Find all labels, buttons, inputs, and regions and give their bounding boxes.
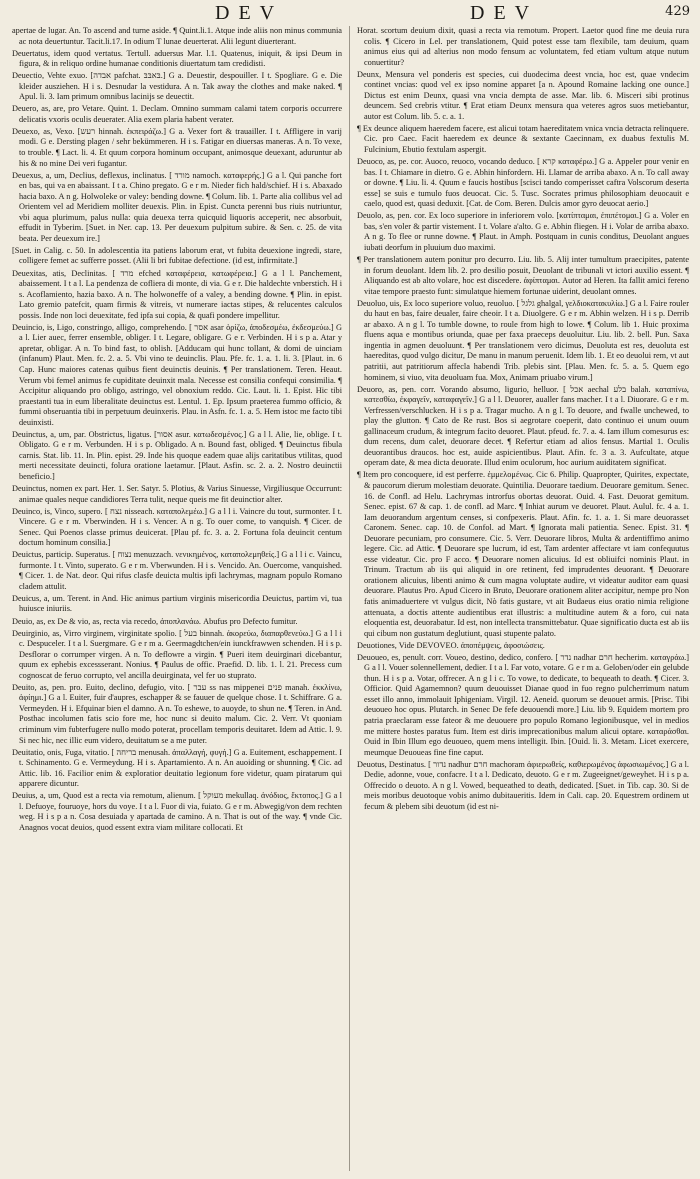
dictionary-entry: ¶ Item pro concoquere, id est perferre. ἐμμελομένως. Cic 6. Philip. Quapropter, Quirites, expectate, & paucorum dierum molestiam deuorate. Quintilia. Deuorare taedium. Deuorare gemitum. Senec. 16. de Confl. ad Helu. Lachrymas introrfus obortas deuorat. Ouid. 4. Fast. Deuorat gemitum. Senec. epist. 67 & cap. 1. de confl. ad Marc. ¶ Inhiat aurum ve deuoret. Plaut. Aulul. fc. 4 a. 1. Iam deuorandum argentum censes, si confpexeris. Plaut. Afin. fc. 1. a. 1. Si mare deuorasset Caronem. Senec. cap. 10. de Confol. ad Mart. ¶ Ignorata mali patientia. Senec. Epist. 31. ¶ Deuorare pecuniam, pro consumere. Cic. 5. Verr. Deuorare libros, Multa & ardentiffimo animo legere. Cic. ad Attic. ¶ Deuorare spe lucrum, id est, Tam ardenter affectare vt iam confequutus esse videatur. Cic. pro F acco. ¶ Deuorare nomen alicuius. Id est obliuifci nominis Plaut. in Trinum. Tractum ab iis qui aliquid in ore retinent, fed imprudentes deuorant. ¶ Deuorare orationem alicuius, libenti animo & cum magna voluptate audire, vt videatur auditor eam quasi deuorare. Plautus Pro. Apud Cicero in Bruto, Deuorare orationem aliter accipitur, nempe pro Non fatis animaduertere vt vulgus dicit, Nò fatis gustare, vt ait Budaeus eius oratio nimia religione attenuata, a doctis attente audientibus erat illustris: a multitudine autem & a foro, cui nata eloquentia est, deuorabatur. Id est, non intellecta transmittebatur. Quae significatio ducta est ab iis qui cibum non gustatum deglutiunt, quasi stupente palato. [357,470,689,638]
dictionary-entry: Deuoco, as, pe. cor. Auoco, reuoco, vocando deduco. [ קרא καταφέρω.] G a. Appeler pour venir en bas. I t. Chiamare in dietro. G e. Abhin hinfordern. Hi. Llamar de arriba abaxo. A n. To call away or downe. ¶ Liu. li. 4. Quum e faucis hostibus [scisci tando comperisset caftra Volscorum deserta esse] se suis e tumulo fuos deuocat. Cic. 5. Tusc. Socrates primus philosophiam deuocauit e caelo, quod est, quasi deduxit. [Cat. de Com. Beren. Dulcis amor gyro deuocat aerio.] [357,157,689,209]
column-divider [349,26,350,1171]
dictionary-entry: Deuinctus, a, um, par. Obstrictus, ligatus. [אסור asur. κατωδεσμένος.] G a l l. Alie, lie, oblige. I t. Obligato. G e r m. Verbunden. H i s p. Obligado. A n. Bound fast, obliged. ¶ Deuinctus fibula carnis. Stat. lib. 11. In. Plin. epist. 29. Inde his quoque eadem quae alijs caritatibus vtilitas, quod merti necessitate deuincti, folura oratione laetamur. [Plaut. Asfin. sc. 2. a. 2. Nostro deuinctii beneficio.] [12,429,342,481]
dictionary-entry: Deuincio, is, Ligo, constringo, alligo, comprehendo. [ אסר asar ὁρίζω, ἀποδεσμέω, ἐκδεσμεύω.] G a l. Lier auec, ferrer ensemble, obliger. I t. Legare, obligare. G e r. Verbinden. H i s p a. Atar y apretar, obligar. A n. To bind fast, to oblish. [Adducam qui hunc tollant, & domi de uinciam (infanum) Plaut. Men. fc. 2. a. 5. Vbi vino te deuinclis. Plau. Pfe. fc. 1. a. 1. li. 3. [Plaut. in. 6 Cap. Hunc maiores catenas quibus fient deuinctis deuinis. ¶ Per translationem. Teren. Heaut. Verum vbi femel animus fe cupiditate deuinxit mala. Necesse est consilia confequi consimilia. ¶ Accipitur aliquando pro obligo, astringo, vel obnoxium reddo. Cic. Laut. li. 1. Epist. Hic tibi praestanti tua in eum liberalitate deuinctus est. Lentul. 1. Ep. Ipsum praeterea fummo officio, & fummi obseruantia tibi in perpetuum deuinxeris. Plau. in Asfn. fc. 1. a. 5. Hem istoc me facto tibi deuinxisti. [12,322,342,427]
dictionary-entry: [Suet. in Calig. c. 50. In adolescentia ita patiens laborum erat, vt fubita deuexione ingredi, stare, colligere femet ac sufferre posset. (Alii li bri fubitae defectione. (id est, infirmitate.] [12,245,342,266]
dictionary-entry: apertae de lugar. An. To ascend and turne aside. ¶ Quint.li.1. Atque inde aliis non minus communia ac nota deuertuntur. Tacit.li.17. In odium T lunae deuerterat. Alii legunt diuerterant. [12,26,342,46]
dictionary-entry: Deuius, a, um, Quod est a recta via remotum, alienum. [ מעוקל mekullaq. ἀνόδιος, ἔκτοπος.] G a l l. Defuoye, fouruoye, hors du voye. I t a l. Fuor di via, fuiato. G e r m. Abwegig/von dem rechten weg. H i s p a n. Cosa desuiada y apartada de camino. A n. That is out of the way. ¶ vnde Cic. Anagnos vocat deuios, quod essent extra viam militare collocati. Et [12,791,342,832]
dictionary-entry: ¶ Ex deunce aliquem haeredem facere, est alicui totam haereditatem vnica vncia detracta relinquere. Cic. pro Caec. Facit haeredem ex deunce & sextante Caecinnam, ex duabus fextulis M. Fulcinium, Ebutio fextulam aspergit. [357,123,689,155]
dictionary-entry: Deuoro, as, pen. corr. Vorando absumo, ligurio, helluor. [ אכל aechal בלע balah. καταπίνω, κατεσθίω, ἐκφαγεῖν, καταφαγεῖν.] G a l l. Deuorer, aualler fans macher. I t a l. Diuorare. G e r m. Verfressen/verschlucken. H i s p a. Tragar mucho. A n g l. To deuore, and fwalle unchewed, to play the glutton. ¶ Cato de Re rust. Bos si aegrotare coeperit, dato continuo ei unum ouum gallinaceum crudum, & integrum facito deuoret. Plaut. pfeud. fc. 7. a. 4. Iam illum comesurus es: dum recens, dum calet, deuorare decet. ¶ Refertur etiam ad alios fensus. Martial 1. Oculis deuorantibus draucos. hoc est, auide aspicientibus. Plaut. Afin. fc. 3 a. 3. Aufcultate, atque operam date, & mea dicta deuorate. Illud enim oculorum, hoc aurium auiditatem significat. [357,384,689,468]
dictionary-entry: Deuio, as, ex De & vio, as, recta via recedo, ἀποπλανάω. Abufus pro Defecto fumitur. [12,616,298,626]
dictionary-entry: Deuinco, is, Vinco, supero. [ נצח nisseach. καταπολεμέω.] G a l l i. Vaincre du tout, surmonter. I t. Vincere. G e r m. Vberwinden. H i s. Vencer. A n g. To ouer come, to vanquish. ¶ Cicer. de Senec. Qui Poenos classe primus deuicerat. [Plau pf. fc. 3. a. 2. Fortuna fola deuincit centum doctum hominum consilia.] [12,506,342,548]
dictionary-entry: Deuito, as, pen. pro. Euito, declino, defugio, vito. [ עבר ss nas mippenei פנים manah. ἐκκλίνω, ἀφίημι.] G a l. Euiter, fuir d'aupres, eschapper & se fauuer de quelque chose. I t. Schiffrare. G a. Vermeyden. H i. Efquinar bien el damno. A n. To eshewe, to auoyde, to shun ne. ¶ Teren. in And. Posthac incolumen fatis scio fore me, hoc nunc si deuito malum. Cic. 2. Verr. Vt quoniam criminum vim fubterfugere nullo modo poterat, procellam temporis deuitaret. Idem ad Attic. l. 9. Si nec hic, nec illic eum videro, deuitatum se a me puter. [12,682,342,745]
page-header [0,0,700,26]
dictionary-entry: Deuoluo, uis, Ex loco superiore voluo, reuoluo. [ גלגל ghalgal, γελδιοκατακυλίω.] G a l. Faire rouler du haut en bas, faire deualer, faire cheoir. I t a. Diuolgere. G e r m. Abhin welzen. H i s p. Derrib ar abaxo. A n g l. To tumble downe, to roule from high to lowe. ¶ Colum. lib 1. Huic proxima fluens aqua e montibus oriunda, quae per faxa praeceps deuoluitur. Liu. lib. 2. bell. Pun. Saxa ingentia in agmen deuoluunt. ¶ Per translationem vero dicimus, Deuoluta est res, deuoluta est haereditas, quod vulgo dicitur, De manu in manum peruenit. Idem lib. 1. Et eo deuolui rem, vt aut patritii, aut patritiorum affecla habendi Trib. plebis sint. [Plau. Men. fc. 5. a. 5. Quem ego hominem, si viuo, vita deuoluam fua. Mox, Animam priuabo virum.] [357,298,689,382]
dictionary-entry: Deuero, as, are, pro Vetare. Quint. 1. Declam. Omnino summam calami tatem corporis occurrere delicatis vxoris oculis deuerater. Alia exem plaria habent verater. [12,104,342,124]
dictionary-entry: Horat. scortum deuium dixit, quasi a recta via remotum. Propert. Laetor quod fine me deuia rura colis. ¶ Cicero in Lel. per translationem, Quid potest esse tam flexibile, tam deuium, quam animus eius qui ad alterius non modo fensum ac voluntatem, fed etiam vultum atque nutum conuertitur? [357,26,689,67]
dictionary-entry: ¶ Per translationem autem ponitur pro decurro. Liu. lib. 5. Alij inter tumultum praecipites, patente in forum deuolant. Idem lib. 2. pro desilio posuit, Deuolant de tribunali vt ictori auxilio essent. ¶ Aliquando est ab alto volare, hoc est discedere. ἀφίπταμαι. Autor ad Heren. Ita fallit amici fereno vitae tempore praesto funt: simulatque hiemem fortunae uiderint, deuolant omnes. [357,254,689,296]
running-head-right: DEV [470,2,539,24]
dictionary-entry: Deuertatus, idem quod vertatus. Tertull. aduersus Mar. l.1. Quatenus, iniquit, & ipsi Deum in figura, & in reliquo ordine humanae conditionis diuertatum tam credidisti. [12,48,342,69]
dictionary-entry: Deuoueo, es, penult. corr. Voueo, destino, dedico, confero. [ נדר nadhar חרם hecherim. καταγράω.] G a l l. Vouer solennellement, dedier. I t a l. Far voto, votare. G e r m a. Geloben/oder ein gelubde thun. H i s p a. Votar, offrecer. A n g l i c. To vowe, to dedicate, to bequeath to death. ¶ Cicer. 3. Officior. Quid Agamemnon? quum deuouisset Dianae quod in fuo regno pulcherrimum natum esset illo anno, immolauit Iphigeniam. Virgil. 12. Aeneid. quorum se deuouet armis. [Prisc. Tibi deuoueo hoc opus. Plutarch. in Senec De fefe deuouendi more.] Liu. lib 9. Equidem mortem pro patria praeclaram esse fateor & me deuouere pro populo Romano legionibusque, vel in medios me mittere hostes paratus fum. Item est diris imprecationibus malum alicui optare. καταράσθαι. Ouid in Ibin Illum ego deuoueo, quem mens intelligit. Ibin. [Ouid. li. 3. Metam. Licet exercere, meumque Deuoueas fine fine caput. [357,652,689,757]
dictionary-entry: Deunx, Mensura vel ponderis est species, cui duodecima deest vncia, hoc est, quae vndecim continet vncias: quod vel ex ipso nomine apparet [a n. Apound Romaine lacking one ounce.] Dictus est enim Deunx, quasi vna vncia dempta de asse. Mar. lib. 6. Misceri sibi protinus deuncem. Sed crebris vtitur. ¶ Erat etiam Deunx mensura qua veteres agros suos metiebantur, autor est Colum. lib. 5. c. a. 1. [357,69,689,121]
dictionary-entry: Deuolo, as, pen. cor. Ex loco superiore in inferiorem volo. [κατίπταμαι, ἐπιπέτομαι.] G a. Voler en bas, s'en voler & partir vistement. I t. Volare a'alto. G e. Abhin fliegen. H i. Volar de arriba abaxo. A n g. To flee or runne downe. ¶ Plaut. in Amph. Postquam in cunis conditus, Deuolant angues iubati deorfum in pluuium duo maximi. [357,211,689,252]
dictionary-entry: Deuictus, particip. Superatus. [ נצוח menuzzach. νενικημένος, καταπολεμηθείς.] G a l l i c. Vaincu, furmonte. I t. Vinto, superato. G e r m. Vberwunden. H i s. Vencido. An. Ouercome, vanquished. ¶ Cicer. 1. de Nat. deor. Qui rifus clasfe deuicta multis ipfi lachrymas, magnam populo Romano cladem attulit. [12,550,342,591]
page-number: 429 [665,4,690,19]
running-head-left: DEV [215,2,284,24]
dictionary-entry: Deuexus, a, um, Declius, deflexus, inclinatus. [ מורד namoch. καταφερής.] G a l. Qui panche fort en bas, qui va en abaissant. I t a. Chino pregato. G e r m. Nieder fich hald/schief. H i s. Abaxado hacia baxo. A n g. Holwoleke or valey: bending downe. ¶ Colum. lib. 1. Parte alia collibus vel ad Orientem vel ad Meridiem molliter deuexis. Plin. in Epist. Cuncta perenni bus riuis nutriuntur, vbi aqua plurimum, palus nulla: quia deuexa terra quicquid liquoris acceperit, nec absorbuit, effudit in Tyberim. [Suet. in Ner. cap. 13. Per deuexum pulpitum subire. & Sen. c. 25. de vita beata. Per deuexum ire.] [12,170,342,243]
dictionary-entry: Deuotus, Destinatus. [ נדור nadhur חרם machoram ἀφιερωθείς, καθιερωμένος ἀφωσιωμένος.] G a l. Dedie, adonne, voue, confacre. I t a l. Dedicato, deuoto. G e r m. Zugeeignet/geweyhet. H i s p a. Offrecido o deuoto. A n g l. Vowed, bequeathed to death, dedicated. [Suet. in Tib. cap. 30. Si de meis moribus deuotoque vobis animo dubitaueritis. Idem in Cali. cap. 20. Equestrem ordinem ut fecum & plebem sibi deuotum (id est ni- [357,759,689,811]
right-column [357,26,689,1174]
dictionary-entry: Deuexo, as, Vexo. [רעש hinnah. ἐκπειράζω.] G a. Vexer fort & trauailler. I t. Affligere in varij modi. G e. Dersting plagen / sehr bekümmeren. H i s. Fatigar en diuersas maneras. A n. To vexe, to trouble. ¶ Lact. li. 4. Et quum corpora hominum occupant, animosque deuexant, aduruntur ab his & no mine Dei veri fugantur. [12,126,342,168]
dictionary-entry: Deuitatio, onis, Fuga, vitatio. [ בריחה menusah. ἀπαλλαγή, φυγή.] G a. Euitement, eschappement. I t. Schinamento. G e. Vermeydung. H i s. Apartamiento. A n. An auoiding or shunning. ¶ Cic. ad Attic. lib. 16. Facilior enim & exploratior deuitatio legionum fore videtur, quam piratarum qui apparere dicuntur. [12,747,342,789]
left-column [12,26,342,1174]
dictionary-entry: Deuirginio, as, Virro virginem, virginitate spolio. [ בעל binnah. ἀκορεύω, διαπαρθενεύω.] G a l l i c. Despuceler. I t a l. Suergmare. G e r m a. Geermagdtchen/ein iunckfrawwen schenden. H i s p. Desflorar o corrumper virgen. A n. To deflowre a virgin. ¶ Pueri item deuirginari dicebantur, quum ex ephebis excessserant. Nonius. ¶ Paulus de offic. Praefid. D. lib. 1. l. 21. Precess cum cognoscat de feruo corrupto, vel ancilla deuirginata, vel fer uo stuprato. [12,628,342,680]
dictionary-entry: Deuexitas, atis, Declinitas. [ מרד efched καταφέρεια, κατωφέρεια.] G a l l. Panchement, abaissement. I t a l. La pendenza de cofliera di monte, di via. G e r. Die haldechte vnberstich. H i s. Acoflamiento, hazia baxo. A n. The holwoneffe of a valey, a bending downe. ¶ Plin. in epist. Lato gremio patefcit, quam firmis & vitreis, vt numerare iactas stipes, & relucentes calculos possis. Inde non loci deuexitate, fed ipfa sui copia, & quafi pondere impellitur. [12,268,342,320]
dictionary-entry: Deuectio, Vehte exuo. [אבדה pafchat. בּאבּבּ.] G a. Deuestir, despouiller. I t. Spogliare. G e. Die kleider ausziehen. H i s. Desnudar la vestidura. A n. Tak away the clothes and make naked. ¶ Apul. li. 3. Iam primum omnibus lacinijs se deuectit. [12,71,342,102]
dictionary-entry: Deuotiones, Vide DEVOVEO. ἀποπέμψεις, ἀφοσιώσεις. [357,640,545,650]
dictionary-entry: Deuicus, a, um. Terent. in And. Hic animus partium virginis misericordia Deuictus, partim vi, tua huiusce iniuriis. [12,593,342,614]
dictionary-entry: Deuinctus, nomen ex part. Her. 1. Ser. Satyr. 5. Plotius, & Varius Sinuesse, Virgiliusque Occurrunt: animae quales neque candidiores Terra tulit, neque queis me fit deuinctior alter. [12,483,342,504]
